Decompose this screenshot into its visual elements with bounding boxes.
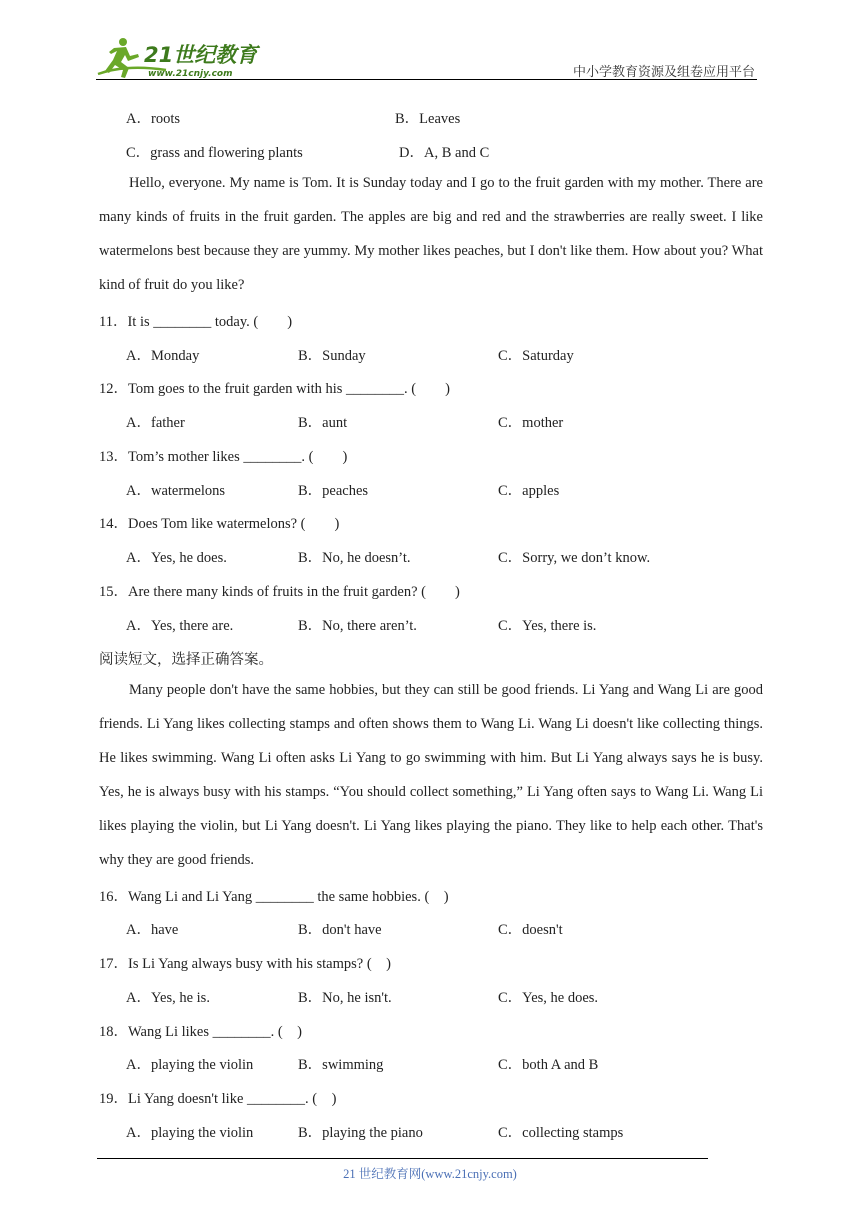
question-16: 16．Wang Li and Li Yang ________ the same hobbies. ( ) [99, 889, 449, 905]
question-15: 15．Are there many kinds of fruits in the fruit garden? ( ) [99, 584, 460, 600]
option-15c: C．Yes, there is. [498, 618, 597, 634]
question-19: 19．Li Yang doesn't like ________. ( ) [99, 1091, 337, 1107]
passage-2: Many people don't have the same hobbies, but they can still be good friends. Li Yang and Wang Li are good friends. Li Yang likes collecting stamps and often shows them to Wang Li. Wang Li doesn't like collecting things. He likes swimming. Wang Li often asks Li Yang to go swimming with him. But Li Yang always says he is busy. Yes, he is always busy with his stamps. “You should collect something,” Li Yang often says to Wang Li. Wang Li likes playing the violin, but Li Yang doesn't. Li Yang likes playing the piano. They like to help each other. That's why they are good friends. [99, 682, 763, 868]
passage-1: Hello, everyone. My name is Tom. It is Sunday today and I go to the fruit garden with my mother. There are many kinds of fruits in the fruit garden. The apples are big and red and the strawberries are really sweet. I like watermelons best because they are yummy. My mother likes peaches, but I don't like them. How about you? What kind of fruit do you like? [99, 175, 763, 293]
option-11a: A．Monday [126, 348, 200, 364]
option-18c: C．both A and B [498, 1057, 599, 1073]
option-18a: A．playing the violin [126, 1057, 254, 1073]
option-13c: C．apples [498, 483, 560, 499]
option-16b: B．don't have [298, 922, 382, 938]
option-17b: B．No, he isn't. [298, 990, 392, 1006]
option-10c: C．grass and flowering plants [126, 145, 303, 161]
question-11: 11．It is ________ today. ( ) [99, 314, 293, 330]
option-14b: B．No, he doesn’t. [298, 550, 411, 566]
option-13a: A．watermelons [126, 483, 226, 499]
logo-url-text: www.21cnjy.com [148, 69, 233, 79]
option-12b: B．aunt [298, 415, 348, 431]
site-logo [96, 34, 266, 82]
option-14c: C．Sorry, we don’t know. [498, 550, 651, 566]
option-19a: A．playing the violin [126, 1125, 254, 1141]
option-11c: C．Saturday [498, 348, 574, 364]
platform-title: 中小学教育资源及组卷应用平台 [572, 64, 755, 79]
question-13: 13．Tom’s mother likes ________. ( ) [99, 449, 348, 465]
option-10b: B．Leaves [395, 111, 461, 127]
footer-divider [97, 1158, 708, 1159]
question-14: 14．Does Tom like watermelons? ( ) [99, 516, 340, 532]
section-2-instruction: 阅读短文，选择正确答案。 [99, 652, 273, 668]
option-16c: C．doesn't [498, 922, 563, 938]
option-12a: A．father [126, 415, 185, 431]
option-15b: B．No, there aren’t. [298, 618, 417, 634]
option-19c: C．collecting stamps [498, 1125, 624, 1141]
footer-site-link[interactable]: 21 世纪教育网(www.21cnjy.com) [343, 1167, 517, 1181]
runner-icon [105, 38, 139, 78]
logo-brand-text: 21世纪教育 [144, 43, 258, 67]
option-15a: A．Yes, there are. [126, 618, 234, 634]
option-18b: B．swimming [298, 1057, 384, 1073]
option-12c: C．mother [498, 415, 564, 431]
option-14a: A．Yes, he does. [126, 550, 227, 566]
question-18: 18．Wang Li likes ________. ( ) [99, 1024, 303, 1040]
option-17a: A．Yes, he is. [126, 990, 210, 1006]
option-17c: C．Yes, he does. [498, 990, 599, 1006]
option-16a: A．have [126, 922, 179, 938]
question-17: 17．Is Li Yang always busy with his stamps? ( ) [99, 956, 392, 972]
question-12: 12．Tom goes to the fruit garden with his ________. ( ) [99, 381, 450, 397]
option-10d: D．A, B and C [399, 145, 490, 161]
header-divider [96, 79, 757, 80]
option-10a: A．roots [126, 111, 180, 127]
option-13b: B．peaches [298, 483, 369, 499]
option-19b: B．playing the piano [298, 1125, 423, 1141]
option-11b: B．Sunday [298, 348, 366, 364]
